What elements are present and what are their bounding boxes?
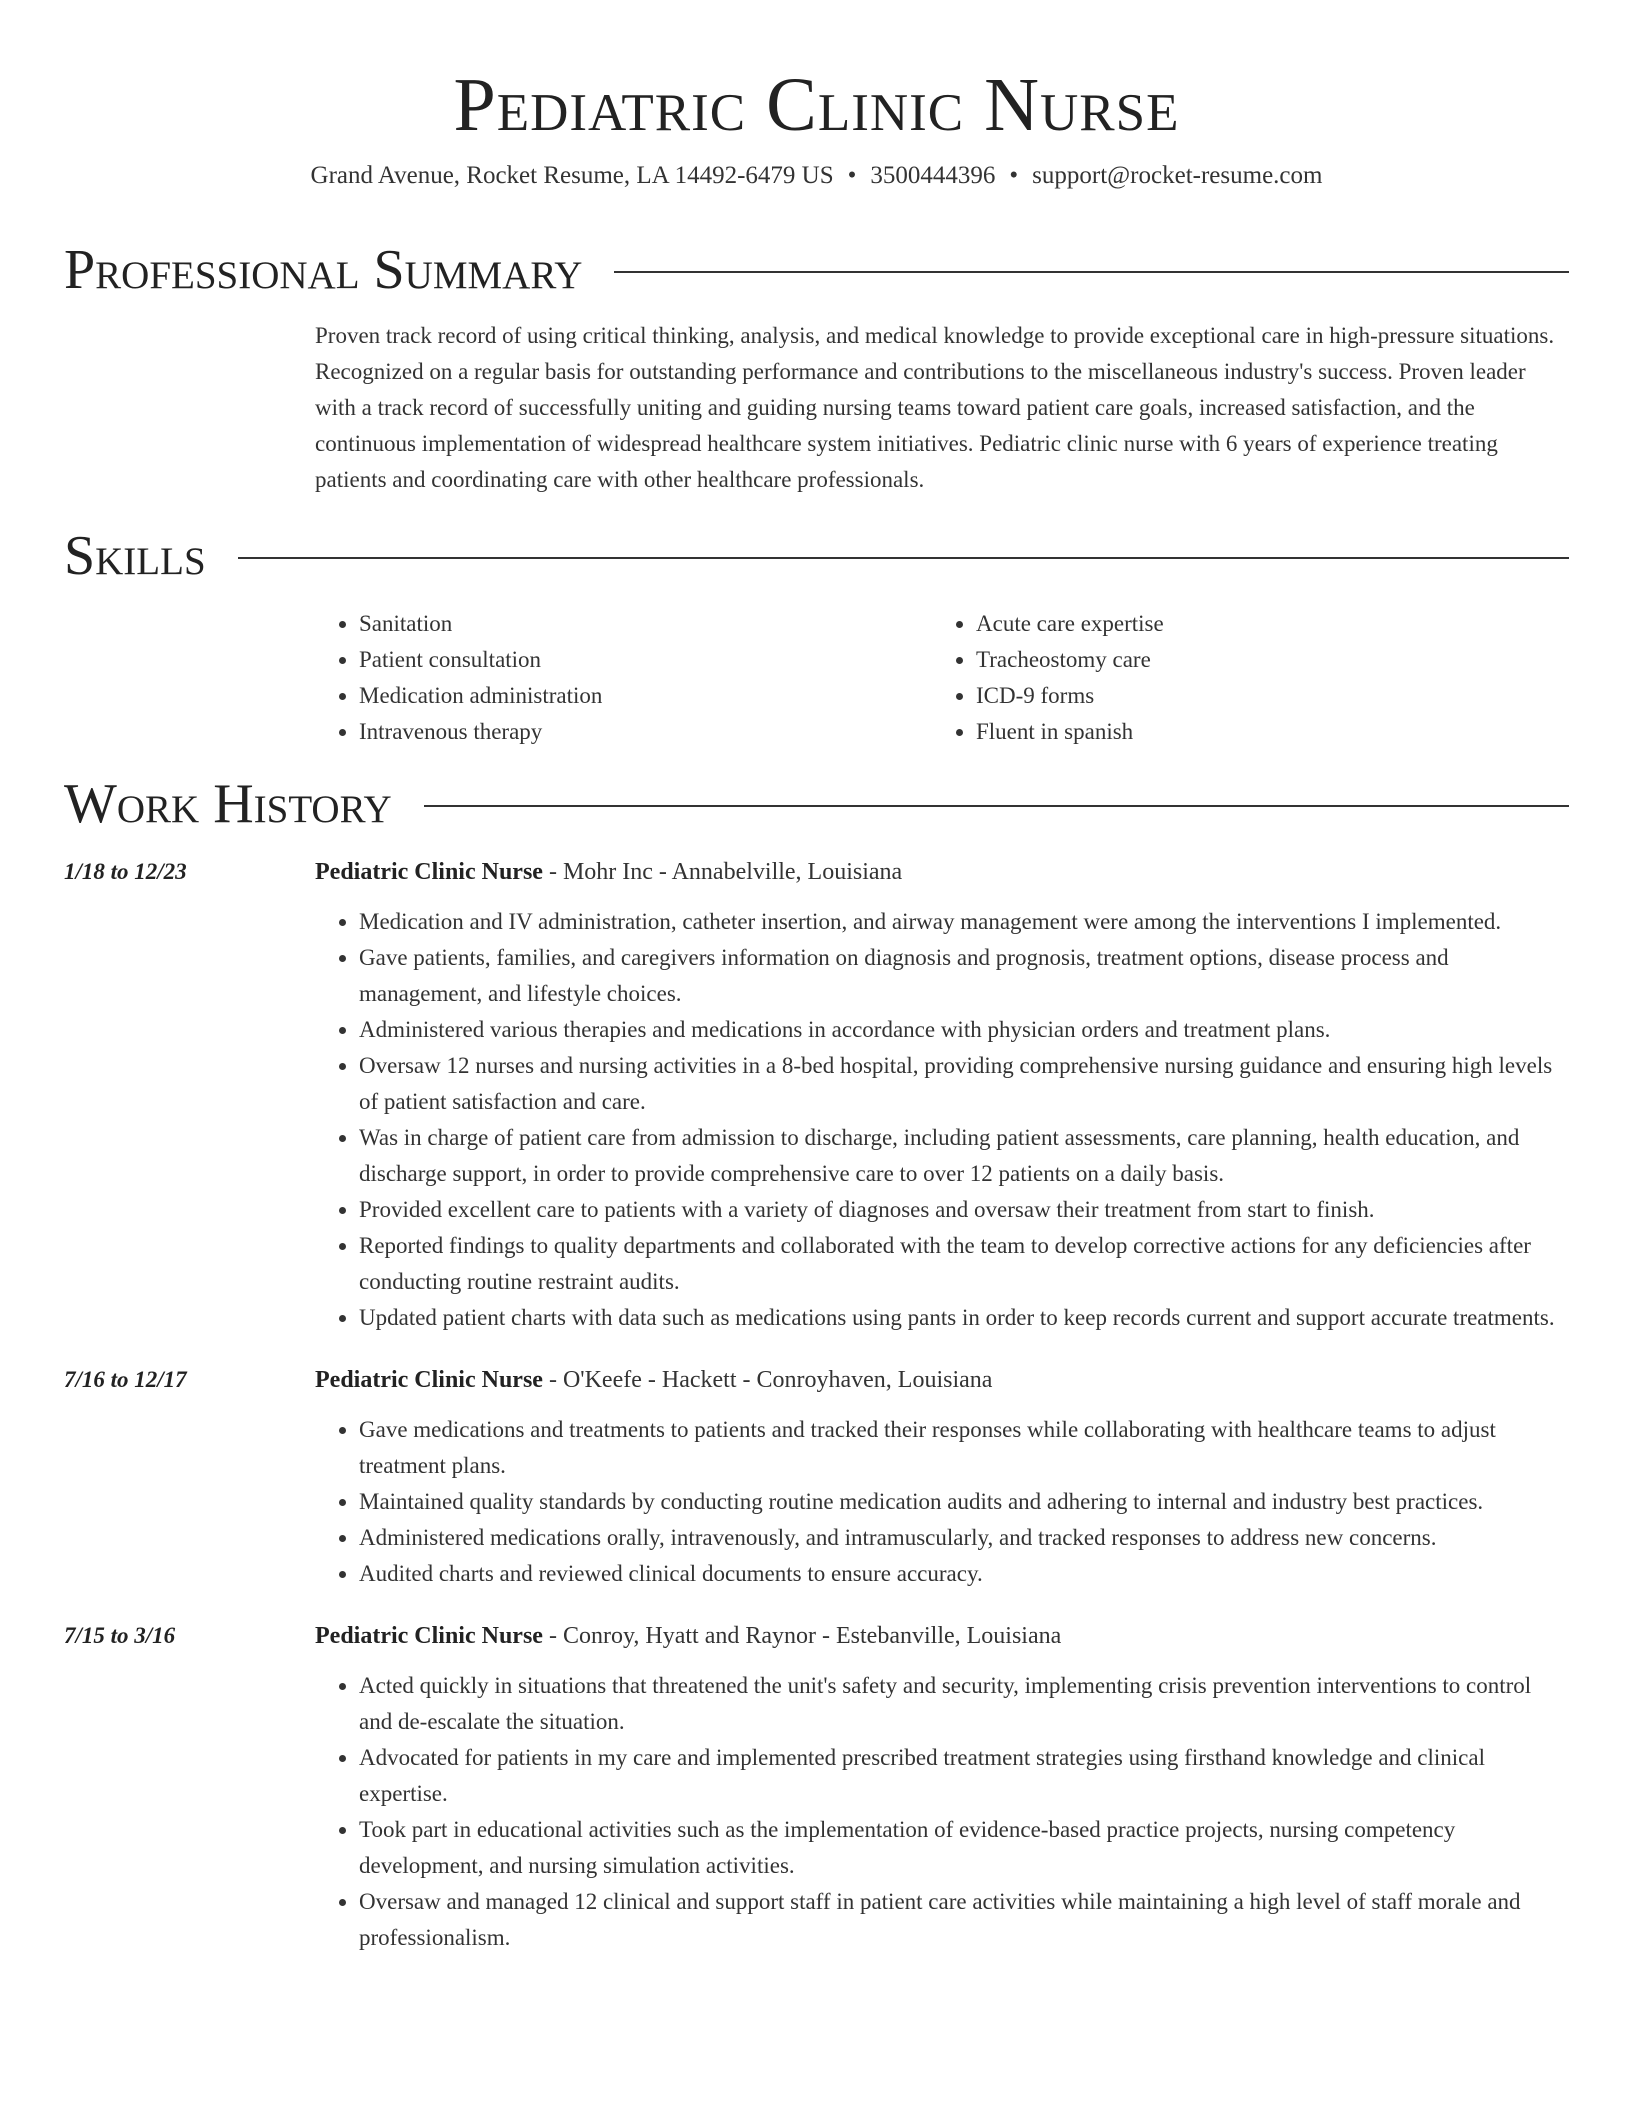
job-employer: - Mohr Inc - Annabelville, Louisiana (542, 859, 903, 885)
skills-list-left (315, 606, 932, 750)
job-bullet: • Maintained quality standards by conducting routine medication audits and adhering to internal and industry best practices. (359, 1484, 1569, 1520)
summary-text: Proven track record of using critical thinking, analysis, and medical knowledge to provide exceptional care in high-pressure situations. Recognized on a regular basis for outstanding performance and contributions to the miscellaneous industry's success. Proven leader with a track record of successfully uniting and guiding nursing teams toward patient care goals, increased satisfaction, and the continuous implementation of widespread healthcare system initiatives. Pediatric clinic nurse with 6 years of experience treating patients and coordinating care with other healthcare professionals. (315, 323, 1555, 492)
contact-line (64, 160, 1569, 192)
skill-item: • Patient consultation (359, 642, 932, 678)
job-entry-2 (64, 1362, 1569, 1592)
job-bullet: • Administered various therapies and medications in accordance with physician orders and treatment plans. (359, 1012, 1569, 1048)
skill-item: • Medication administration (359, 678, 932, 714)
job-bullet: • Oversaw and managed 12 clinical and support staff in patient care activities while maintaining a high level of staff morale and professionalism. (359, 1884, 1569, 1956)
section-divider (424, 805, 1569, 807)
job-bullets (315, 904, 1569, 1336)
job-dates: 7/15 to 3/16 (64, 1623, 176, 1648)
skills-list-right (932, 606, 1549, 750)
resume-page (64, 0, 1569, 1956)
job-bullet: • Oversaw 12 nurses and nursing activities in a 8-bed hospital, providing comprehensive nursing guidance and ensuring high levels of patient satisfaction and care. (359, 1048, 1569, 1120)
job-bullet: • Gave medications and treatments to patients and tracked their responses while collaborating with healthcare teams to adjust treatment plans. (359, 1412, 1569, 1484)
job-employer: - O'Keefe - Hackett - Conroyhaven, Louisiana (542, 1367, 993, 1393)
candidate-name: Pediatric Clinic Nurse (453, 63, 1180, 147)
skills-columns (315, 606, 1569, 750)
work-history-section (64, 772, 1569, 1956)
job-bullet: • Provided excellent care to patients with a variety of diagnoses and oversaw their treatment from start to finish. (359, 1192, 1569, 1228)
job-bullet: • Advocated for patients in my care and implemented prescribed treatment strategies using firsthand knowledge and clinical expertise. (359, 1740, 1569, 1812)
skill-item: • ICD-9 forms (976, 678, 1549, 714)
skill-item: • Fluent in spanish (976, 714, 1549, 750)
job-bullets (315, 1412, 1569, 1592)
job-details (315, 1362, 1569, 1592)
job-bullets (315, 1668, 1569, 1956)
job-dates: 1/18 to 12/23 (64, 859, 187, 884)
job-title: Pediatric Clinic Nurse (315, 1367, 543, 1393)
job-bullet: • Updated patient charts with data such as medications using pants in order to keep records current and support accurate treatments. (359, 1300, 1569, 1336)
job-bullet: • Medication and IV administration, catheter insertion, and airway management were among the interventions I implemented. (359, 904, 1569, 940)
job-bullet: • Was in charge of patient care from admission to discharge, including patient assessments, care planning, health education, and discharge support, in order to provide comprehensive care to over 12 patients on a daily basis. (359, 1120, 1569, 1192)
job-heading (315, 1618, 1569, 1654)
skill-item: • Acute care expertise (976, 606, 1549, 642)
job-bullet: • Acted quickly in situations that threatened the unit's safety and security, implementing crisis prevention interventions to control and de-escalate the situation. (359, 1668, 1569, 1740)
skill-item: • Sanitation (359, 606, 932, 642)
contact-phone: 3500444396 (870, 162, 996, 189)
job-heading (315, 1362, 1569, 1398)
skills-heading: Skills (64, 525, 206, 587)
contact-address: Grand Avenue, Rocket Resume, LA 14492-6479 US (310, 162, 834, 189)
contact-email[interactable]: support@rocket-resume.com (1032, 162, 1323, 189)
summary-heading: Professional Summary (64, 239, 583, 301)
job-title: Pediatric Clinic Nurse (315, 1623, 543, 1649)
section-divider (238, 557, 1569, 559)
job-bullet: • Reported findings to quality departments and collaborated with the team to develop corrective actions for any deficiencies after conducting routine restraint audits. (359, 1228, 1569, 1300)
job-dates: 7/16 to 12/17 (64, 1367, 187, 1392)
job-bullet: • Took part in educational activities such as the implementation of evidence-based practice projects, nursing competency development, and nursing simulation activities. (359, 1812, 1569, 1884)
job-entry-1 (64, 854, 1569, 1336)
job-bullet: • Administered medications orally, intravenously, and intramuscularly, and tracked responses to address new concerns. (359, 1520, 1569, 1556)
job-bullet: • Audited charts and reviewed clinical documents to ensure accuracy. (359, 1556, 1569, 1592)
job-details (315, 854, 1569, 1336)
work-history-header (64, 772, 1569, 836)
work-history-heading: Work History (64, 773, 392, 835)
job-title: Pediatric Clinic Nurse (315, 859, 543, 885)
job-heading (315, 854, 1569, 890)
skills-section (64, 524, 1569, 750)
summary-header (64, 238, 1569, 302)
skills-header (64, 524, 1569, 588)
job-employer: - Conroy, Hyatt and Raynor - Estebanville, Louisiana (542, 1623, 1062, 1649)
contact-separator: • (1009, 162, 1019, 189)
summary-section (64, 238, 1569, 498)
job-details (315, 1618, 1569, 1956)
skill-item: • Tracheostomy care (976, 642, 1549, 678)
job-bullet: • Gave patients, families, and caregivers information on diagnosis and prognosis, treatment options, disease process and management, and lifestyle choices. (359, 940, 1569, 1012)
section-divider (614, 271, 1569, 273)
contact-separator: • (847, 162, 857, 189)
job-entry-3 (64, 1618, 1569, 1956)
skill-item: • Intravenous therapy (359, 714, 932, 750)
